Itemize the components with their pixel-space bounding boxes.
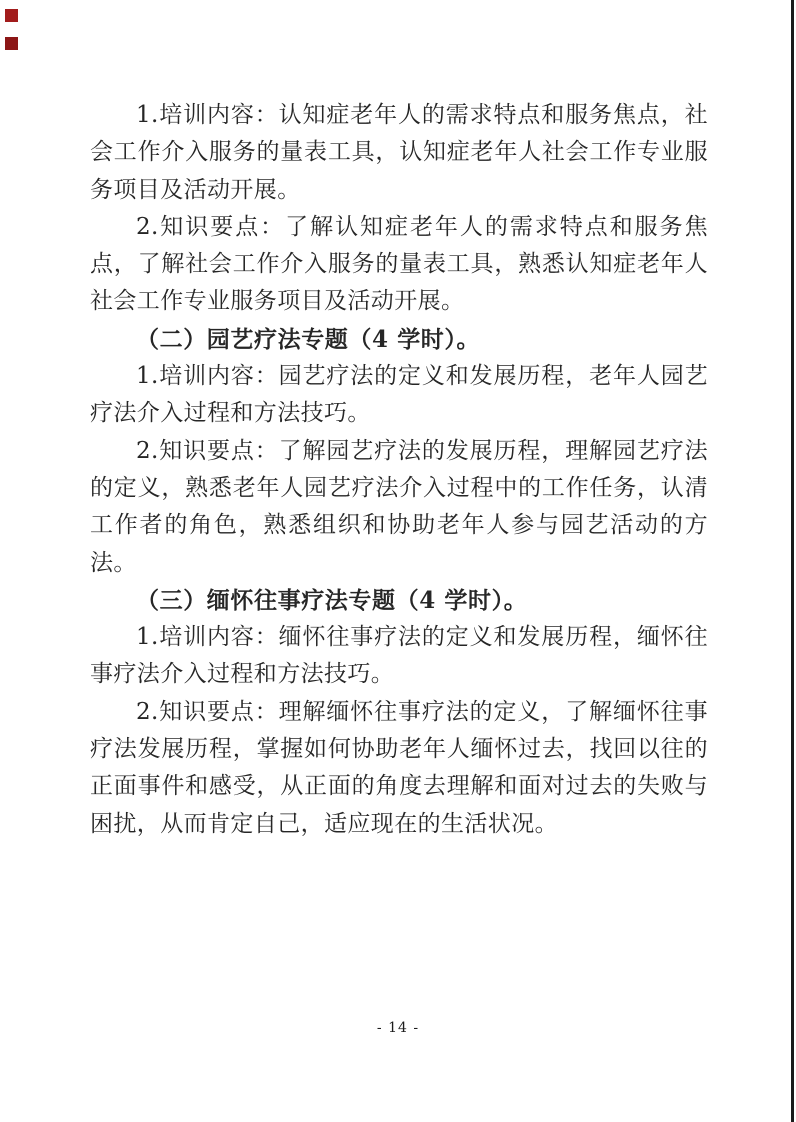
page-number: - 14 -	[376, 1020, 420, 1036]
paragraph-knowledge-points-2: 2.知识要点：了解园艺疗法的发展历程，理解园艺疗法的定义，熟悉老年人园艺疗法介入过程中的工作任务，认清工作者的角色，熟悉组织和协助老年人参与园艺活动的方法。	[90, 437, 708, 576]
paragraph-knowledge-points-1: 2.知识要点：了解认知症老年人的需求特点和服务焦点，了解社会工作介入服务的量表工具，熟悉认知症老年人社会工作专业服务项目及活动开展。	[90, 213, 708, 315]
red-scan-mark-bottom	[5, 37, 18, 50]
paragraph-training-content-1: 1.培训内容：认知症老年人的需求特点和服务焦点，社会工作介入服务的量表工具，认知症老年人社会工作专业服务项目及活动开展。	[90, 102, 708, 203]
paragraph-training-content-3: 1.培训内容：缅怀往事疗法的定义和发展历程，缅怀往事疗法介入过程和方法技巧。	[90, 624, 708, 688]
section-heading-reminiscence-therapy: （三）缅怀往事疗法专题（4 学时）。	[136, 586, 528, 614]
paragraph-training-content-2: 1.培训内容：园艺疗法的定义和发展历程，老年人园艺疗法介入过程和方法技巧。	[90, 363, 708, 427]
paragraph-knowledge-points-3: 2.知识要点：理解缅怀往事疗法的定义，了解缅怀往事疗法发展历程，掌握如何协助老年人缅怀过去，找回以往的正面事件和感受，从正面的角度去理解和面对过去的失败与困扰，从而肯定自己，适应现在的生活状况。	[90, 698, 708, 837]
red-scan-mark-top	[5, 9, 18, 22]
section-heading-horticulture-therapy: （二）园艺疗法专题（4 学时）。	[136, 325, 481, 353]
page-edge-line	[791, 0, 794, 1122]
document-body	[90, 97, 708, 843]
